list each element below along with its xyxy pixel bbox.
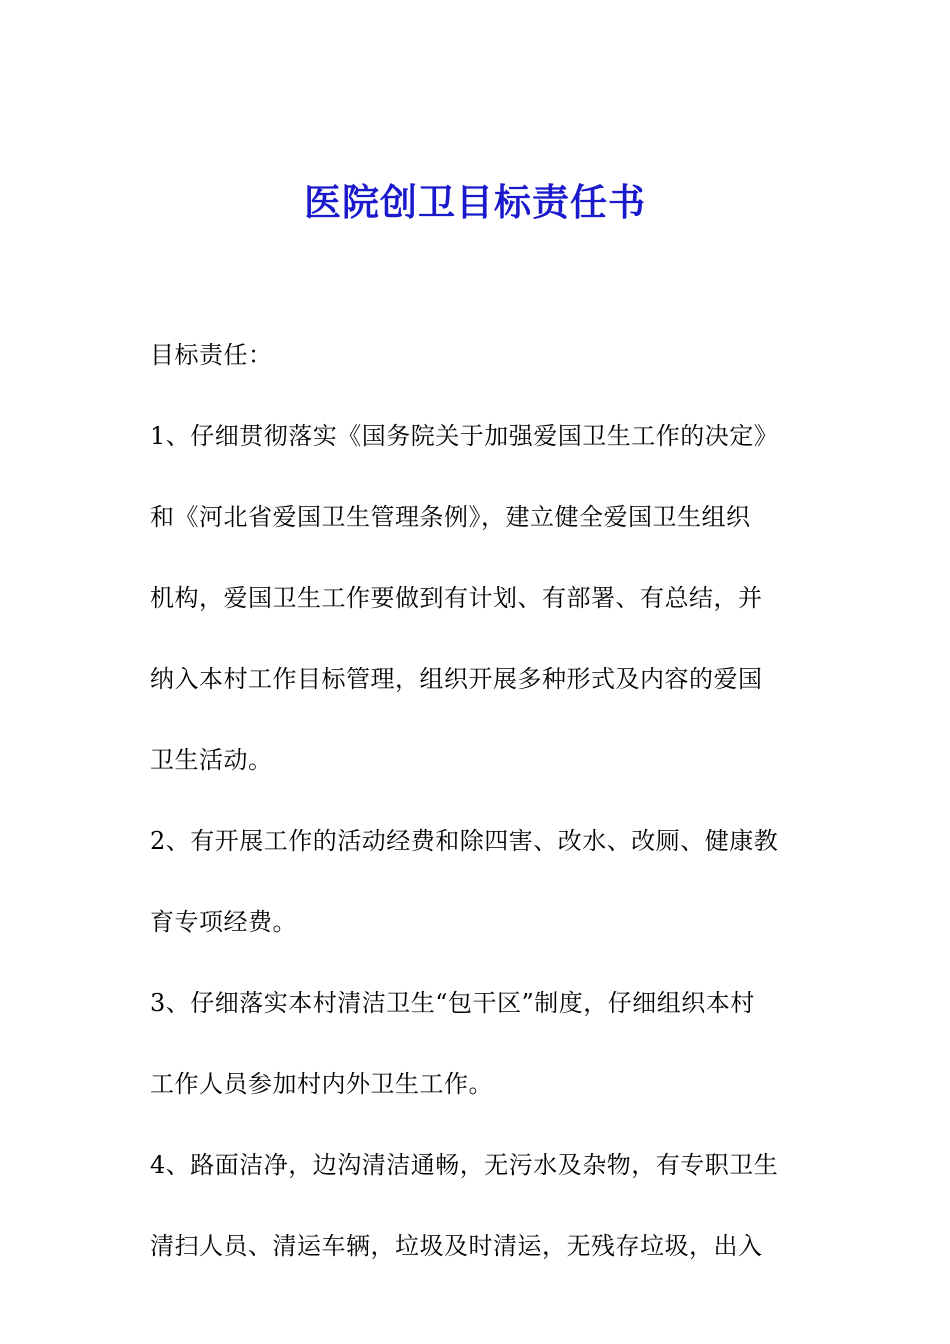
body-line: 育专项经费。	[150, 908, 297, 936]
body-line: 4、路面洁净，边沟清洁通畅，无污水及杂物，有专职卫生	[150, 1151, 779, 1179]
body-line: 目标责任：	[150, 341, 273, 369]
body-line: 和《河北省爱国卫生管理条例》，建立健全爱国卫生组织	[150, 503, 751, 531]
body-line: 机构，爱国卫生工作要做到有计划、有部署、有总结，并	[150, 584, 763, 612]
body-line: 1、仔细贯彻落实《国务院关于加强爱国卫生工作的决定》	[150, 422, 779, 450]
body-line: 卫生活动。	[150, 746, 273, 774]
body-line: 3、仔细落实本村清洁卫生“包干区”制度，仔细组织本村	[150, 989, 755, 1017]
body-line: 2、有开展工作的活动经费和除四害、改水、改厕、健康教	[150, 827, 779, 855]
body-line: 工作人员参加村内外卫生工作。	[150, 1070, 493, 1098]
document-body	[150, 331, 810, 1303]
body-line: 清扫人员、清运车辆，垃圾及时清运，无残存垃圾，出入	[150, 1232, 763, 1260]
body-line: 纳入本村工作目标管理，组织开展多种形式及内容的爱国	[150, 665, 763, 693]
document-title: 医院创卫目标责任书	[304, 181, 646, 224]
